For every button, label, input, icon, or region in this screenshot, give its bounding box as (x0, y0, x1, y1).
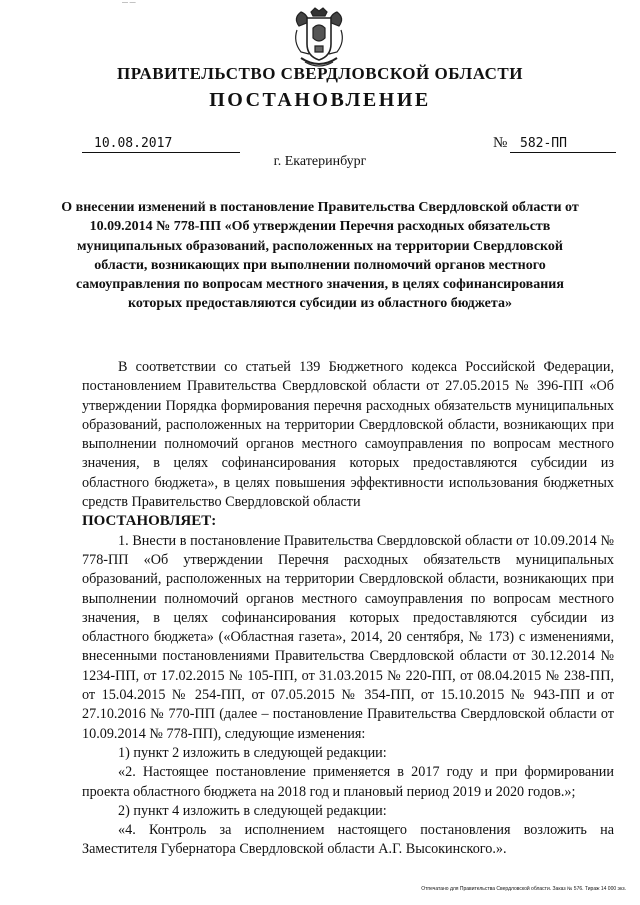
document-date: 10.08.2017 (82, 136, 240, 153)
government-title: ПРАВИТЕЛЬСТВО СВЕРДЛОВСКОЙ ОБЛАСТИ (117, 64, 523, 83)
subclause-2-paragraph: 2) пункт 4 изложить в следующей редакции: (118, 802, 387, 819)
number-label: № (493, 135, 508, 151)
print-footer: Отпечатано для Правительства Свердловской области. Заказ № 576. Тираж 14 000 экз. (421, 886, 626, 892)
city: г. Екатеринбург (273, 154, 367, 169)
document-subject: О внесении изменений в постановление Правительства Свердловской области от 10.09.2014 № 778-ПП «Об утверждении Перечня расходных обязательств муниципальных образований, расположенных на территории Свердловской области, возникающих при выполнении полномочий органов местного самоуправления по вопросам местного значения, в целях софинансирования которых предоставляются субсидии из областного бюджета» (61, 200, 579, 312)
document-body (82, 358, 614, 860)
resolves-heading: ПОСТАНОВЛЯЕТ: (82, 513, 217, 530)
quoted-clause-2-paragraph: «2. Настоящее постановление применяется в 2017 году и при формировании проекта областного бюджета на 2018 год и плановый период 2019 и 2020 годов.»; (82, 764, 614, 800)
top-mark: — — (122, 0, 136, 6)
document-type: ПОСТАНОВЛЕНИЕ (209, 89, 431, 111)
quoted-clause-4-paragraph: «4. Контроль за исполнением настоящего постановления возложить на Заместителя Губернатора Свердловской области А.Г. Высокинского.». (82, 822, 614, 858)
document-number: 582-ПП (510, 136, 616, 153)
preamble-paragraph: В соответствии со статьей 139 Бюджетного кодекса Российской Федерации, постановлением Правительства Свердловской области от 27.05.2015 № 396-ПП «Об утверждении Порядка формирования перечня расходных обязательств муниципальных образований, расположенных на территории Свердловской области, возникающих при выполнении полномочий органов местного самоуправления по вопросам местного значения, в целях софинансирования которых предоставляются субсидии из областного бюджета», в целях повышения эффективности использования бюджетных средств Правительство Свердловской области (82, 359, 614, 511)
coat-of-arms-emblem (291, 6, 347, 70)
subclause-1-paragraph: 1) пункт 2 изложить в следующей редакции: (118, 744, 387, 761)
clause-1-paragraph: 1. Внести в постановление Правительства Свердловской области от 10.09.2014 № 778-ПП «Об утверждении Перечня расходных обязательств муниципальных образований, расположенных на территории Свердловской области, возникающих при выполнении полномочий органов местного самоуправления по вопросам местного значения, в целях софинансирования которых предоставляются субсидии из областного бюджета» («Областная газета», 2014, 20 сентября, № 173) с изменениями, внесенными постановлениями Правительства Свердловской области от 30.12.2014 № 1234-ПП, от 17.02.2015 № 105-ПП, от 31.03.2015 № 220-ПП, от 08.04.2015 № 238-ПП, от 15.04.2015 № 254-ПП, от 07.05.2015 № 354-ПП, от 15.10.2015 № 943-ПП и от 27.10.2016 № 770-ПП (далее – постановление Правительства Свердловской области от 10.09.2014 № 778-ПП), следующие изменения: (82, 532, 614, 742)
